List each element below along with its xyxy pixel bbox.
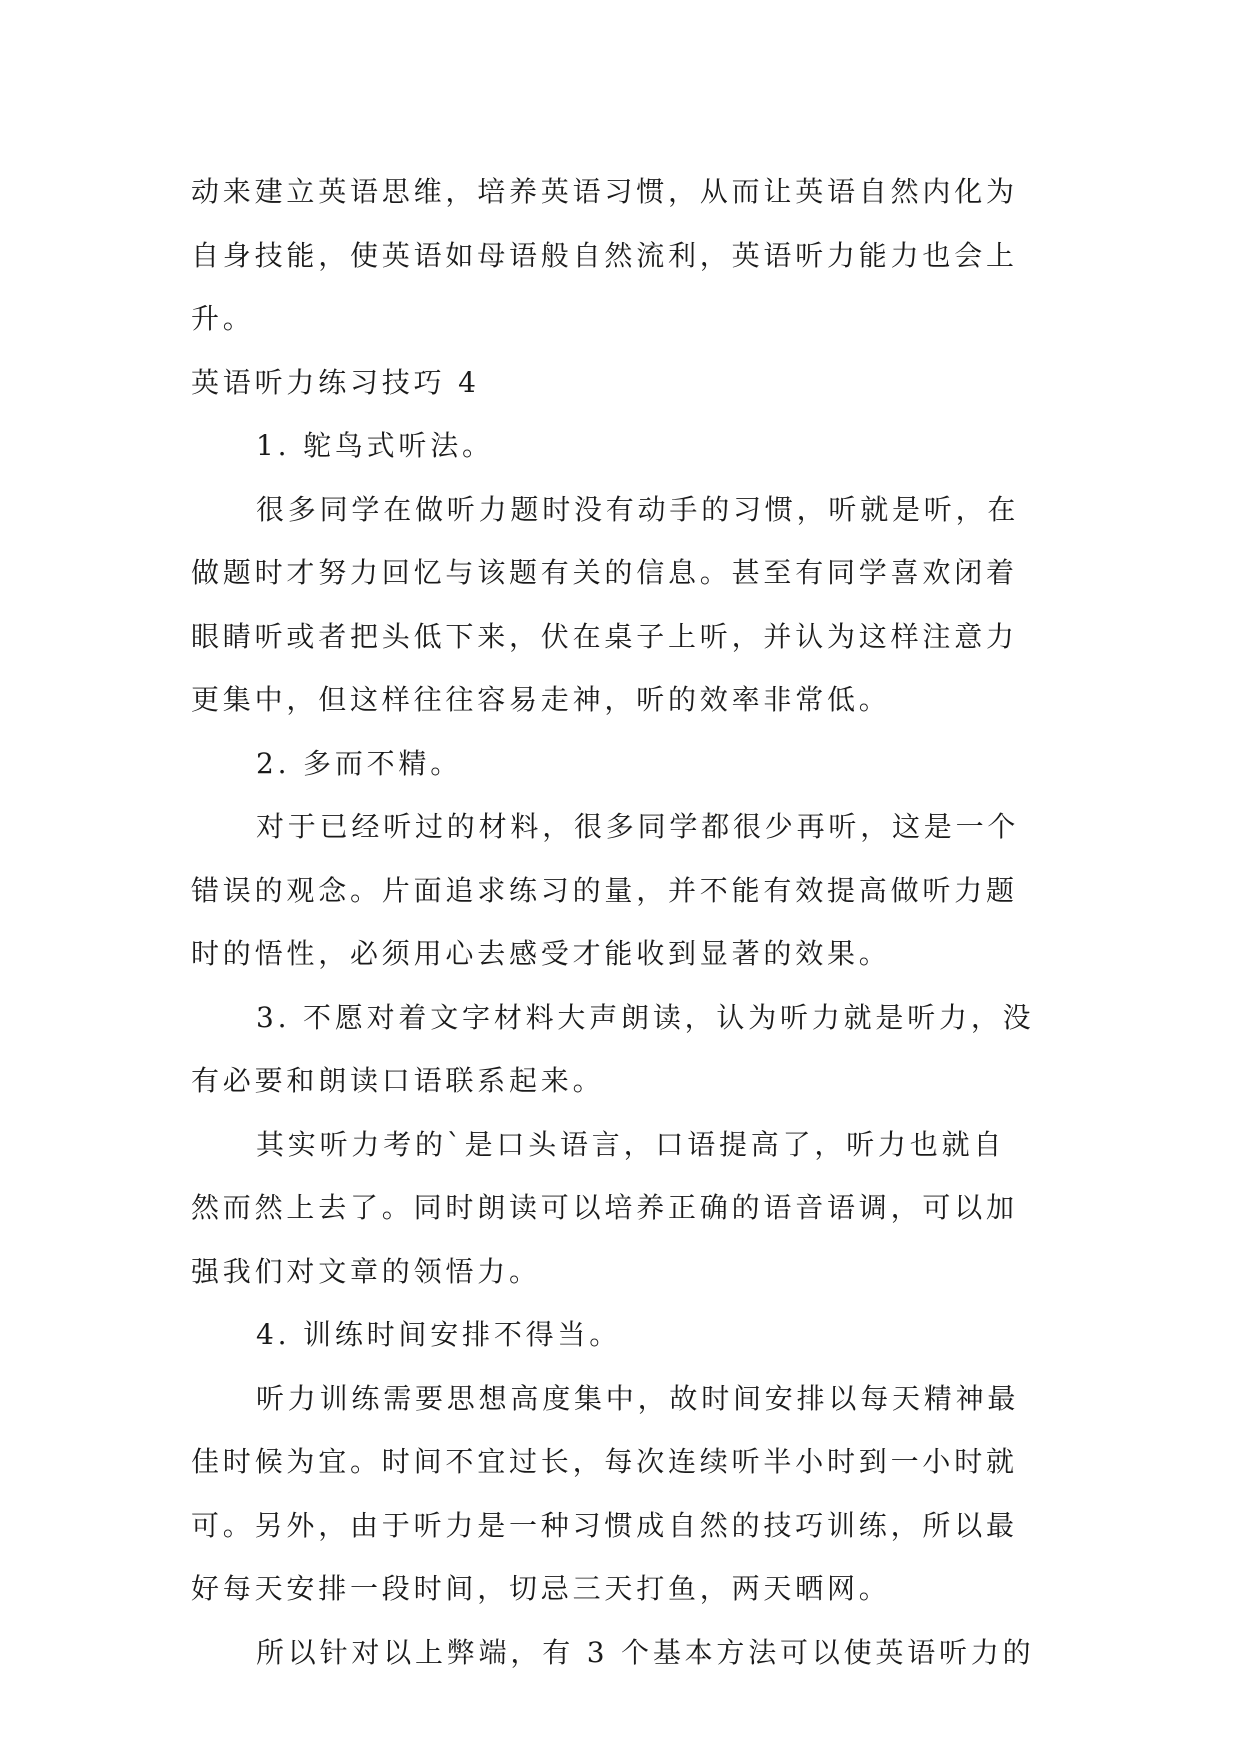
text-line: 很多同学在做听力题时没有动手的习惯，听就是听，在 (256, 492, 1020, 526)
text-line: 时的悟性，必须用心去感受才能收到显著的效果。 (191, 937, 891, 970)
text-line: 对于已经听过的材料，很多同学都很少再听，这是一个 (256, 810, 1020, 843)
text-line: 可。另外，由于听力是一种习惯成自然的技巧训练，所以最 (191, 1508, 1018, 1542)
text-line: 其实听力考的`是口头语言，口语提高了，听力也就自 (256, 1127, 1006, 1161)
text-line: 动来建立英语思维，培养英语习惯，从而让英语自然内化为 (191, 175, 1018, 208)
text-line: 眼睛听或者把头低下来，伏在桌子上听，并认为这样注意力 (191, 619, 1018, 653)
text-line: 佳时候为宜。时间不宜过长，每次连续听半小时到一小时就 (191, 1445, 1018, 1478)
text-line: 所以针对以上弊端，有 3 个基本方法可以使英语听力的 (256, 1635, 1035, 1669)
text-line: 做题时才努力回忆与该题有关的信息。甚至有同学喜欢闭着 (191, 556, 1018, 589)
list-item-heading: 4. 训练时间安排不得当。 (256, 1318, 622, 1351)
text-line: 然而然上去了。同时朗读可以培养正确的语音语调，可以加 (191, 1191, 1018, 1224)
list-item-heading: 1. 鸵鸟式听法。 (256, 429, 494, 462)
text-line: 升。 (191, 302, 255, 335)
text-line: 强我们对文章的领悟力。 (191, 1254, 541, 1288)
list-item-heading: 3. 不愿对着文字材料大声朗读，认为听力就是听力，没 (256, 1000, 1035, 1034)
text-line: 更集中，但这样往往容易走神，听的效率非常低。 (191, 683, 891, 716)
text-line: 有必要和朗读口语联系起来。 (191, 1064, 605, 1097)
text-line: 好每天安排一段时间，切忌三天打鱼，两天晒网。 (191, 1572, 891, 1605)
text-line: 自身技能，使英语如母语般自然流利，英语听力能力也会上 (191, 238, 1018, 272)
text-line: 错误的观念。片面追求练习的量，并不能有效提高做听力题 (191, 873, 1018, 907)
text-line: 听力训练需要思想高度集中，故时间安排以每天精神最 (256, 1381, 1020, 1415)
section-heading: 英语听力练习技巧 4 (191, 365, 480, 399)
document-page (191, 160, 1055, 1684)
list-item-heading: 2. 多而不精。 (256, 746, 463, 780)
